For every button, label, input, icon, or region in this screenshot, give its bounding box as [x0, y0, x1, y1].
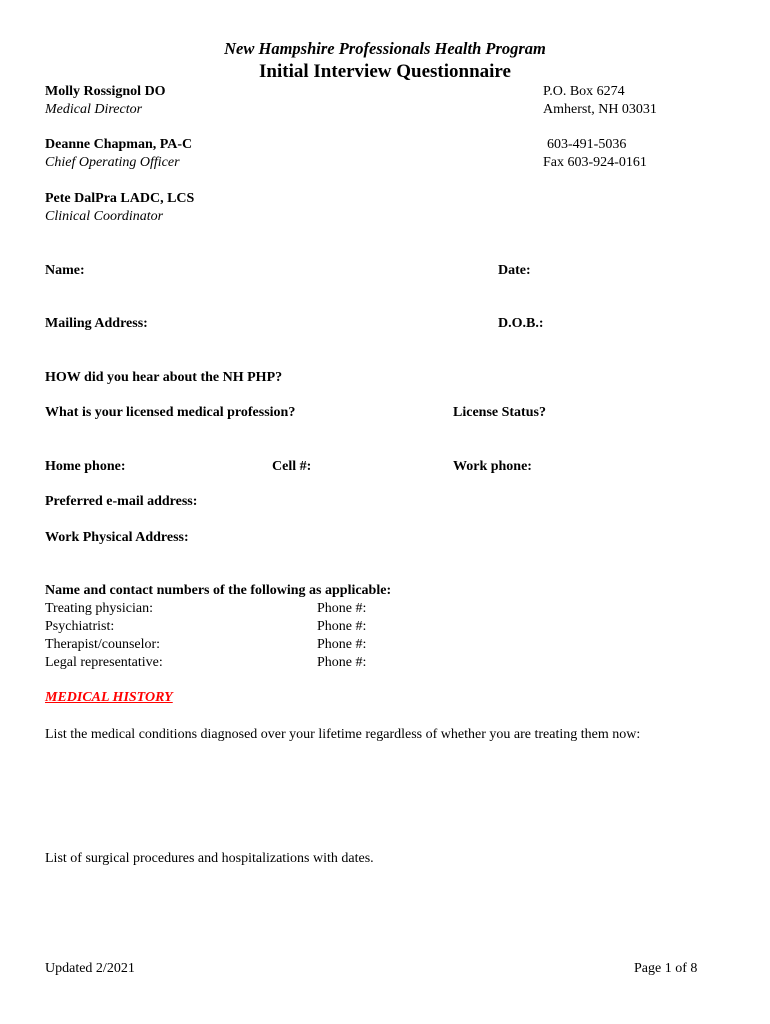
contact-label: Legal representative: — [45, 655, 163, 670]
contact-phone-label: Phone #: — [317, 637, 367, 652]
page-title: Initial Interview Questionnaire — [259, 61, 511, 82]
staff-name-1: Molly Rossignol DO — [45, 84, 166, 99]
contact-label: Treating physician: — [45, 601, 153, 616]
contacts-heading: Name and contact numbers of the following as applicable: — [45, 583, 392, 598]
staff-role-2: Chief Operating Officer — [45, 155, 180, 170]
conditions-prompt: List the medical conditions diagnosed over your lifetime regardless of whether you are treating them now: — [45, 727, 641, 742]
contact-phone-label: Phone #: — [317, 619, 367, 634]
staff-name-3: Pete DalPra LADC, LCS — [45, 191, 195, 206]
date-field-label: Date: — [498, 263, 531, 278]
page-number: Page 1 of 8 — [634, 961, 698, 976]
staff-name-2: Deanne Chapman, PA-C — [45, 137, 193, 152]
program-name: New Hampshire Professionals Health Program — [224, 39, 546, 58]
work-address-label: Work Physical Address: — [45, 530, 189, 545]
work-phone-label: Work phone: — [453, 459, 532, 474]
license-status-label: License Status? — [453, 405, 546, 420]
city-state-zip: Amherst, NH 03031 — [543, 102, 657, 117]
staff-role-3: Clinical Coordinator — [45, 209, 164, 224]
fax-number: Fax 603-924-0161 — [543, 155, 647, 170]
profession-label: What is your licensed medical profession? — [45, 405, 296, 420]
po-box: P.O. Box 6274 — [543, 84, 625, 99]
staff-role-1: Medical Director — [45, 102, 143, 117]
cell-label: Cell #: — [272, 459, 312, 474]
email-label: Preferred e-mail address: — [45, 494, 198, 509]
name-field-label: Name: — [45, 263, 85, 278]
mailing-address-label: Mailing Address: — [45, 316, 148, 331]
phone-number: 603-491-5036 — [547, 137, 627, 152]
home-phone-label: Home phone: — [45, 459, 126, 474]
contact-phone-label: Phone #: — [317, 655, 367, 670]
updated-date: Updated 2/2021 — [45, 961, 135, 976]
surgical-prompt: List of surgical procedures and hospitalizations with dates. — [45, 851, 374, 866]
contact-label: Psychiatrist: — [45, 619, 115, 634]
contact-phone-label: Phone #: — [317, 601, 367, 616]
medical-history-heading: MEDICAL HISTORY — [45, 690, 173, 705]
dob-label: D.O.B.: — [498, 316, 544, 331]
contact-label: Therapist/counselor: — [45, 637, 161, 652]
how-heard-label: HOW did you hear about the NH PHP? — [45, 370, 283, 385]
